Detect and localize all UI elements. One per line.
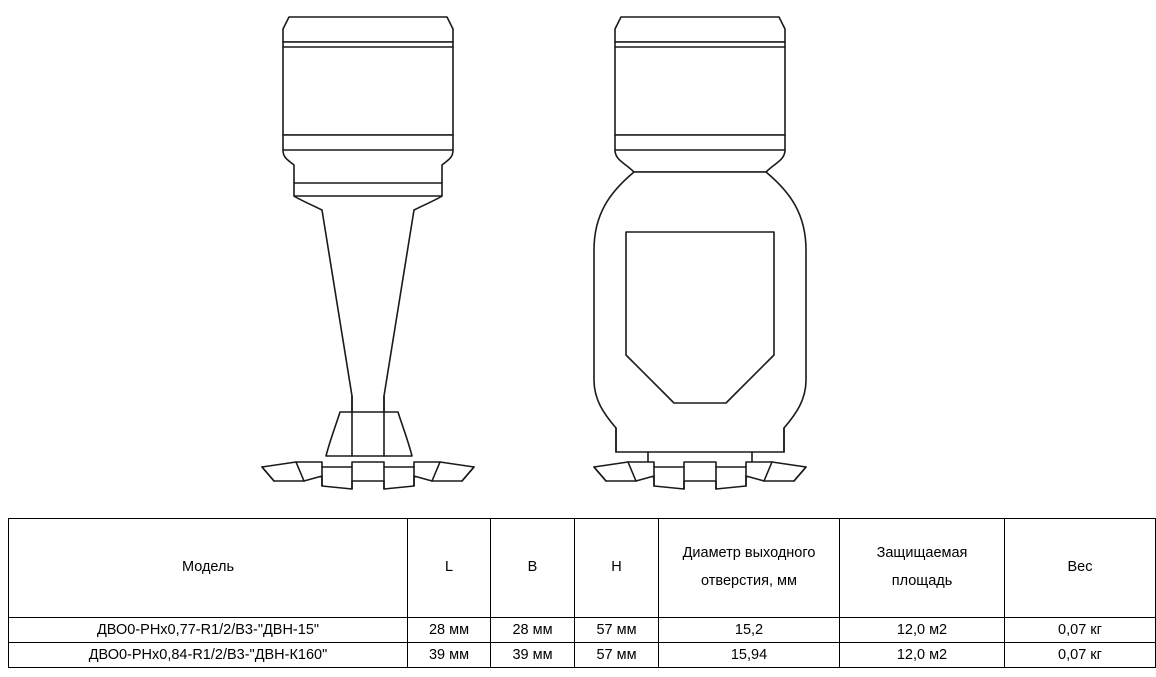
header-protected-area-line2: площадь bbox=[891, 573, 953, 589]
table-row bbox=[9, 643, 1156, 668]
cell-outlet-diameter: 15,2 bbox=[659, 618, 840, 643]
cell-weight: 0,07 кг bbox=[1005, 643, 1156, 668]
table-header bbox=[9, 519, 1156, 618]
cell-weight: 0,07 кг bbox=[1005, 618, 1156, 643]
cell-l: 39 мм bbox=[408, 643, 491, 668]
header-protected-area-line1: Защищаемая bbox=[876, 545, 968, 562]
table-row bbox=[9, 618, 1156, 643]
header-outlet-diameter-line2: отверстия, мм bbox=[701, 573, 797, 589]
front-view-sprinkler bbox=[594, 17, 806, 489]
table-body bbox=[9, 618, 1156, 668]
header-l: L bbox=[408, 519, 491, 618]
header-outlet-diameter bbox=[659, 519, 840, 618]
cell-model: ДВО0-РНх0,77-R1/2/В3-"ДВН-15" bbox=[9, 618, 408, 643]
table-header-row bbox=[9, 519, 1156, 618]
header-outlet-diameter-line1: Диаметр выходного bbox=[682, 545, 816, 562]
cell-b: 39 мм bbox=[491, 643, 575, 668]
cell-protected-area: 12,0 м2 bbox=[840, 643, 1005, 668]
cell-b: 28 мм bbox=[491, 618, 575, 643]
cell-model: ДВО0-РНх0,84-R1/2/В3-"ДВН-К160" bbox=[9, 643, 408, 668]
specification-table bbox=[8, 518, 1156, 668]
side-view-sprinkler bbox=[262, 17, 474, 489]
cell-h: 57 мм bbox=[575, 618, 659, 643]
cell-outlet-diameter: 15,94 bbox=[659, 643, 840, 668]
cell-l: 28 мм bbox=[408, 618, 491, 643]
header-protected-area bbox=[840, 519, 1005, 618]
cell-h: 57 мм bbox=[575, 643, 659, 668]
header-b: B bbox=[491, 519, 575, 618]
header-weight: Вес bbox=[1005, 519, 1156, 618]
header-model: Модель bbox=[9, 519, 408, 618]
cell-protected-area: 12,0 м2 bbox=[840, 618, 1005, 643]
specification-table-wrapper bbox=[8, 518, 1148, 668]
header-h: H bbox=[575, 519, 659, 618]
